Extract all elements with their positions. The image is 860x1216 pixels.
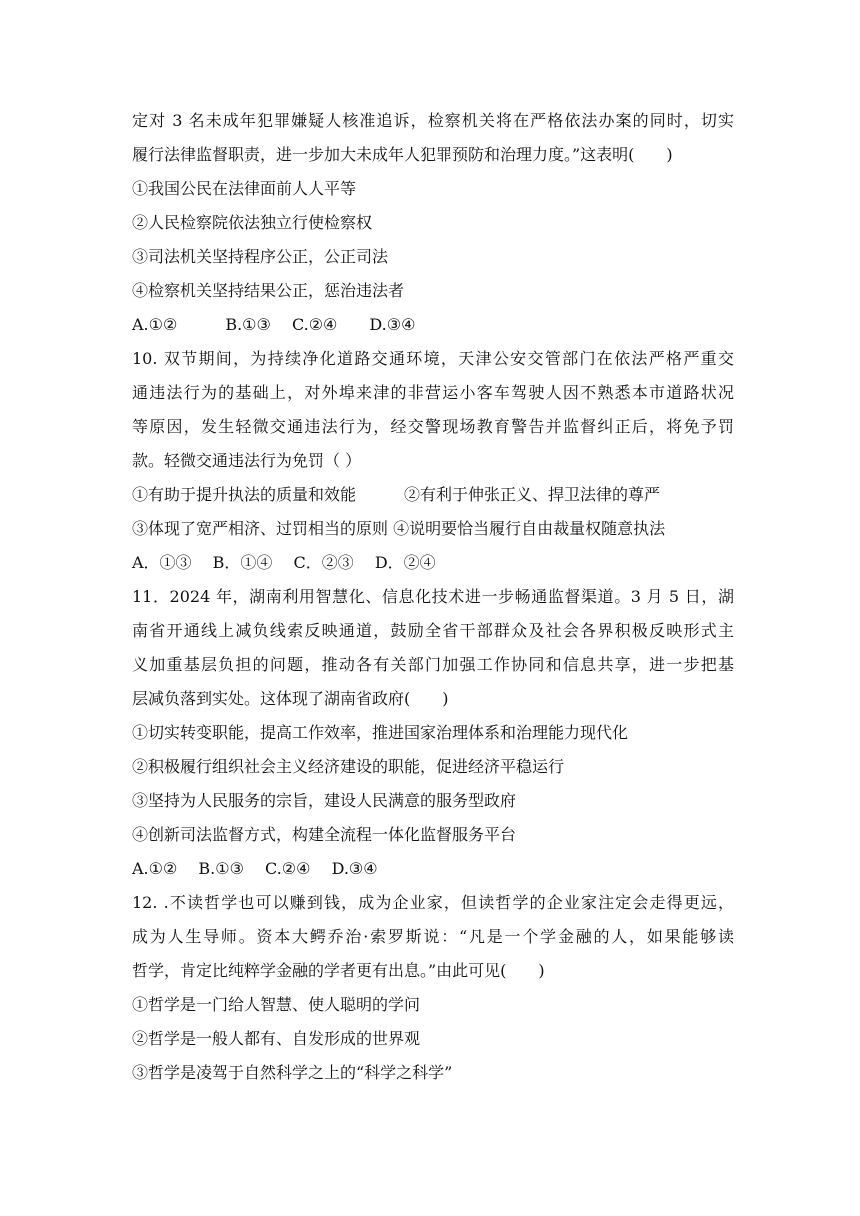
document-page: [132, 104, 734, 1090]
question-10-text: 通违法行为的基础上，对外埠来津的非营运小客车驾驶人因不熟悉本市道路状况: [132, 383, 734, 402]
answer-choices: A.①② B.①③ C.②④ D.③④: [132, 859, 378, 878]
option-line: ①切实转变职能，提高工作效率，推进国家治理体系和治理能力现代化: [132, 723, 629, 742]
option-line: ③司法机关坚持程序公正，公正司法: [132, 247, 389, 266]
question-11-text: 层减负落到实处。这体现了湖南省政府( ): [132, 689, 449, 708]
question-11-text: 义加重基层负担的问题，推动各有关部门加强工作协同和信息共享，进一步把基: [132, 655, 734, 674]
question-12-text: 成为人生导师。资本大鳄乔治·索罗斯说：“凡是一个学金融的人，如果能够读: [132, 927, 734, 946]
option-line: ③坚持为人民服务的宗旨，建设人民满意的服务型政府: [132, 791, 517, 810]
text-line: 履行法律监督职责，进一步加大未成年人犯罪预防和治理力度。”这表明( ): [132, 145, 673, 164]
answer-choices: A．①③ B．①④ C．②③ D．②④: [132, 553, 436, 572]
text-line: 定对 3 名未成年犯罪嫌疑人核准追诉，检察机关将在严格依法办案的同时，切实: [132, 111, 734, 130]
option-line: ②哲学是一般人都有、自发形成的世界观: [132, 1029, 421, 1048]
option-line: ②人民检察院依法独立行使检察权: [132, 213, 373, 232]
option-line: ③体现了宽严相济、过罚相当的原则 ④说明要恰当履行自由裁量权随意执法: [132, 519, 666, 538]
question-11-text: 南省开通线上减负线索反映通道，鼓励全省干部群众及社会各界积极反映形式主: [132, 621, 734, 640]
answer-choices: A.①② B.①③ C.②④ D.③④: [132, 315, 416, 334]
option-line: ④创新司法监督方式，构建全流程一体化监督服务平台: [132, 825, 517, 844]
option-line: ①哲学是一门给人智慧、使人聪明的学问: [132, 995, 421, 1014]
option-line: ①我国公民在法律面前人人平等: [132, 179, 357, 198]
question-10-text: 款。轻微交通违法行为免罚（ ）: [132, 451, 362, 470]
question-10-text: 等原因，发生轻微交通违法行为，经交警现场教育警告并监督纠正后，将免予罚: [132, 417, 734, 436]
option-line: ③哲学是凌驾于自然科学之上的“科学之科学”: [132, 1063, 453, 1082]
question-11-text: 11．2024 年，湖南利用智慧化、信息化技术进一步畅通监督渠道。3 月 5 日，湖: [132, 587, 734, 606]
question-10-text: 10. 双节期间，为持续净化道路交通环境，天津公安交管部门在依法严格严重交: [132, 349, 734, 368]
option-line: ④检察机关坚持结果公正，惩治违法者: [132, 281, 405, 300]
question-12-text: 哲学，肯定比纯粹学金融的学者更有出息。”由此可见( ): [132, 961, 545, 980]
option-line: ①有助于提升执法的质量和效能 ②有利于伸张正义、捍卫法律的尊严: [132, 485, 661, 504]
option-line: ②积极履行组织社会主义经济建设的职能，促进经济平稳运行: [132, 757, 565, 776]
question-12-text: 12. .不读哲学也可以赚到钱，成为企业家，但读哲学的企业家注定会走得更远，: [132, 893, 734, 912]
